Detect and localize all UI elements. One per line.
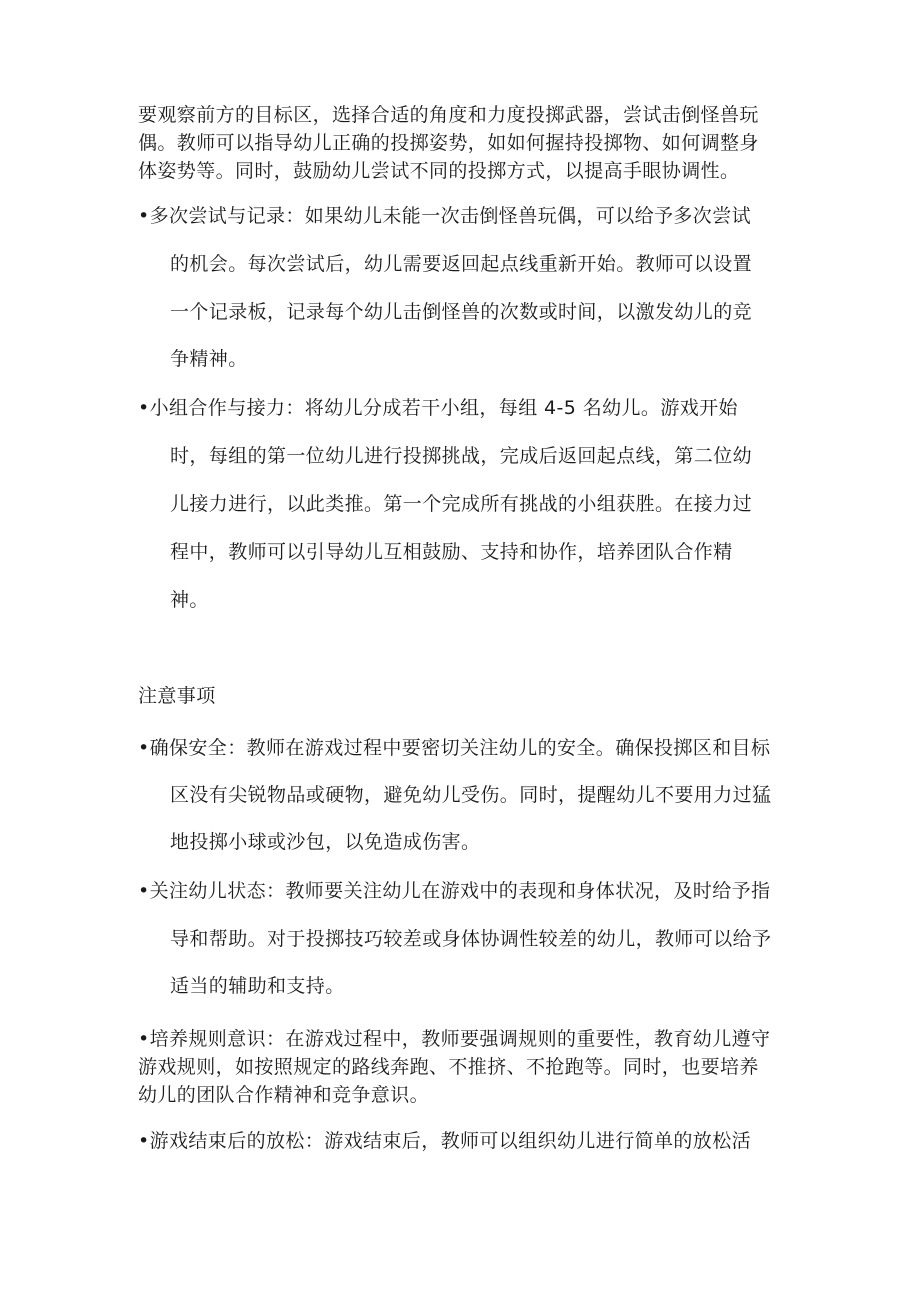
bullet-retry-line-2: 的机会。每次尝试后，幼儿需要返回起点线重新开始。教师可以设置 xyxy=(170,253,753,275)
bullet-state-line-3: 适当的辅助和支持。 xyxy=(170,975,345,997)
intro-line-3: 体姿势等。同时，鼓励幼儿尝试不同的投掷方式，以提高手眼协调性。 xyxy=(138,160,740,182)
bullet-rules-line-3: 幼儿的团队合作精神和竞争意识。 xyxy=(138,1084,430,1106)
bullet-relax-line-1: •游戏结束后的放松：游戏结束后，教师可以组织幼儿进行简单的放松活 xyxy=(138,1130,752,1152)
bullet-rules-line-1: •培养规则意识：在游戏过程中，教师要强调规则的重要性，教育幼儿遵守 xyxy=(138,1028,771,1050)
bullet-retry-line-3: 一个记录板，记录每个幼儿击倒怪兽的次数或时间，以激发幼儿的竞 xyxy=(170,301,753,323)
bullet-relay-line-5: 神。 xyxy=(170,589,209,611)
bullet-relay-line-1: •小组合作与接力：将幼儿分成若干小组，每组 4-5 名幼儿。游戏开始 xyxy=(138,397,738,419)
bullet-state-line-1: •关注幼儿状态：教师要关注幼儿在游戏中的表现和身体状况，及时给予指 xyxy=(138,880,771,902)
bullet-relay-line-2: 时，每组的第一位幼儿进行投掷挑战，完成后返回起点线，第二位幼 xyxy=(170,445,753,467)
bullet-retry-line-4: 争精神。 xyxy=(170,348,248,370)
bullet-safety-line-2: 区没有尖锐物品或硬物，避免幼儿受伤。同时，提醒幼儿不要用力过猛 xyxy=(170,784,772,806)
bullet-safety-line-1: •确保安全：教师在游戏过程中要密切关注幼儿的安全。确保投掷区和目标 xyxy=(138,737,771,759)
bullet-rules-line-2: 游戏规则，如按照规定的路线奔跑、不推挤、不抢跑等。同时，也要培养 xyxy=(138,1056,759,1078)
bullet-relay-line-4: 程中，教师可以引导幼儿互相鼓励、支持和协作，培养团队合作精 xyxy=(170,541,733,563)
bullet-relay-line-3: 儿接力进行，以此类推。第一个完成所有挑战的小组获胜。在接力过 xyxy=(170,493,753,515)
section-heading: 注意事项 xyxy=(138,685,216,707)
intro-line-1: 要观察前方的目标区，选择合适的角度和力度投掷武器，尝试击倒怪兽玩 xyxy=(138,104,759,126)
bullet-retry-line-1: •多次尝试与记录：如果幼儿未能一次击倒怪兽玩偶，可以给予多次尝试 xyxy=(138,205,752,227)
intro-line-2: 偶。教师可以指导幼儿正确的投掷姿势，如如何握持投掷物、如何调整身 xyxy=(138,132,759,154)
bullet-safety-line-3: 地投掷小球或沙包，以免造成伤害。 xyxy=(170,831,481,853)
bullet-state-line-2: 导和帮助。对于投掷技巧较差或身体协调性较差的幼儿，教师可以给予 xyxy=(170,928,772,950)
